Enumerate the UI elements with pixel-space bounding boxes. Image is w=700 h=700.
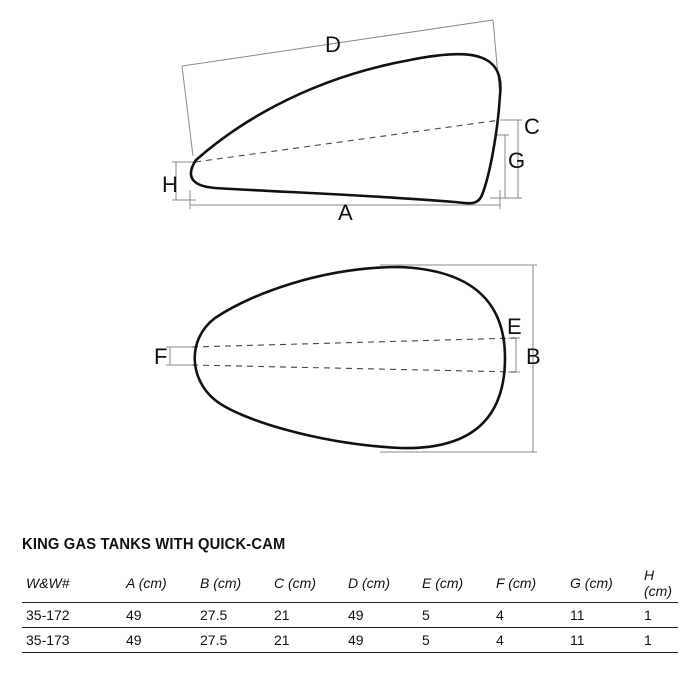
cell-f: 4 bbox=[492, 603, 566, 628]
cell-h: 1 bbox=[640, 628, 678, 653]
column-header-g: G (cm) bbox=[566, 564, 640, 603]
cell-c: 21 bbox=[270, 628, 344, 653]
spec-table-header-row bbox=[22, 564, 678, 603]
top-view-tank-outline bbox=[195, 267, 505, 448]
cell-part-number: 35-173 bbox=[22, 628, 122, 653]
label-f: F bbox=[154, 344, 168, 369]
cell-e: 5 bbox=[418, 603, 492, 628]
cell-e: 5 bbox=[418, 628, 492, 653]
label-d: D bbox=[325, 32, 341, 57]
column-header-b: B (cm) bbox=[196, 564, 270, 603]
table-row bbox=[22, 628, 678, 653]
spec-table-title: KING GAS TANKS WITH QUICK-CAM bbox=[22, 536, 286, 553]
cell-a: 49 bbox=[122, 603, 196, 628]
label-b: B bbox=[526, 344, 541, 369]
cell-f: 4 bbox=[492, 628, 566, 653]
label-c: C bbox=[524, 114, 540, 139]
cell-part-number: 35-172 bbox=[22, 603, 122, 628]
column-header-e: E (cm) bbox=[418, 564, 492, 603]
label-e: E bbox=[507, 314, 522, 339]
cell-b: 27.5 bbox=[196, 603, 270, 628]
table-row bbox=[22, 603, 678, 628]
top-view-centerlines bbox=[192, 338, 516, 372]
cell-c: 21 bbox=[270, 603, 344, 628]
cell-d: 49 bbox=[344, 628, 418, 653]
label-g: G bbox=[508, 148, 526, 173]
column-header-part-number: W&W# bbox=[22, 564, 122, 603]
cell-d: 49 bbox=[344, 603, 418, 628]
cell-h: 1 bbox=[640, 603, 678, 628]
spec-table bbox=[22, 564, 678, 653]
column-header-a: A (cm) bbox=[122, 564, 196, 603]
column-header-c: C (cm) bbox=[270, 564, 344, 603]
column-header-f: F (cm) bbox=[492, 564, 566, 603]
column-header-h: H (cm) bbox=[640, 564, 678, 603]
cell-g: 11 bbox=[566, 603, 640, 628]
cell-g: 11 bbox=[566, 628, 640, 653]
label-h: H bbox=[162, 172, 178, 197]
label-a: A bbox=[338, 200, 353, 225]
column-header-d: D (cm) bbox=[344, 564, 418, 603]
side-view-tank-outline bbox=[191, 54, 501, 203]
cell-b: 27.5 bbox=[196, 628, 270, 653]
side-view bbox=[172, 20, 522, 209]
cell-a: 49 bbox=[122, 628, 196, 653]
